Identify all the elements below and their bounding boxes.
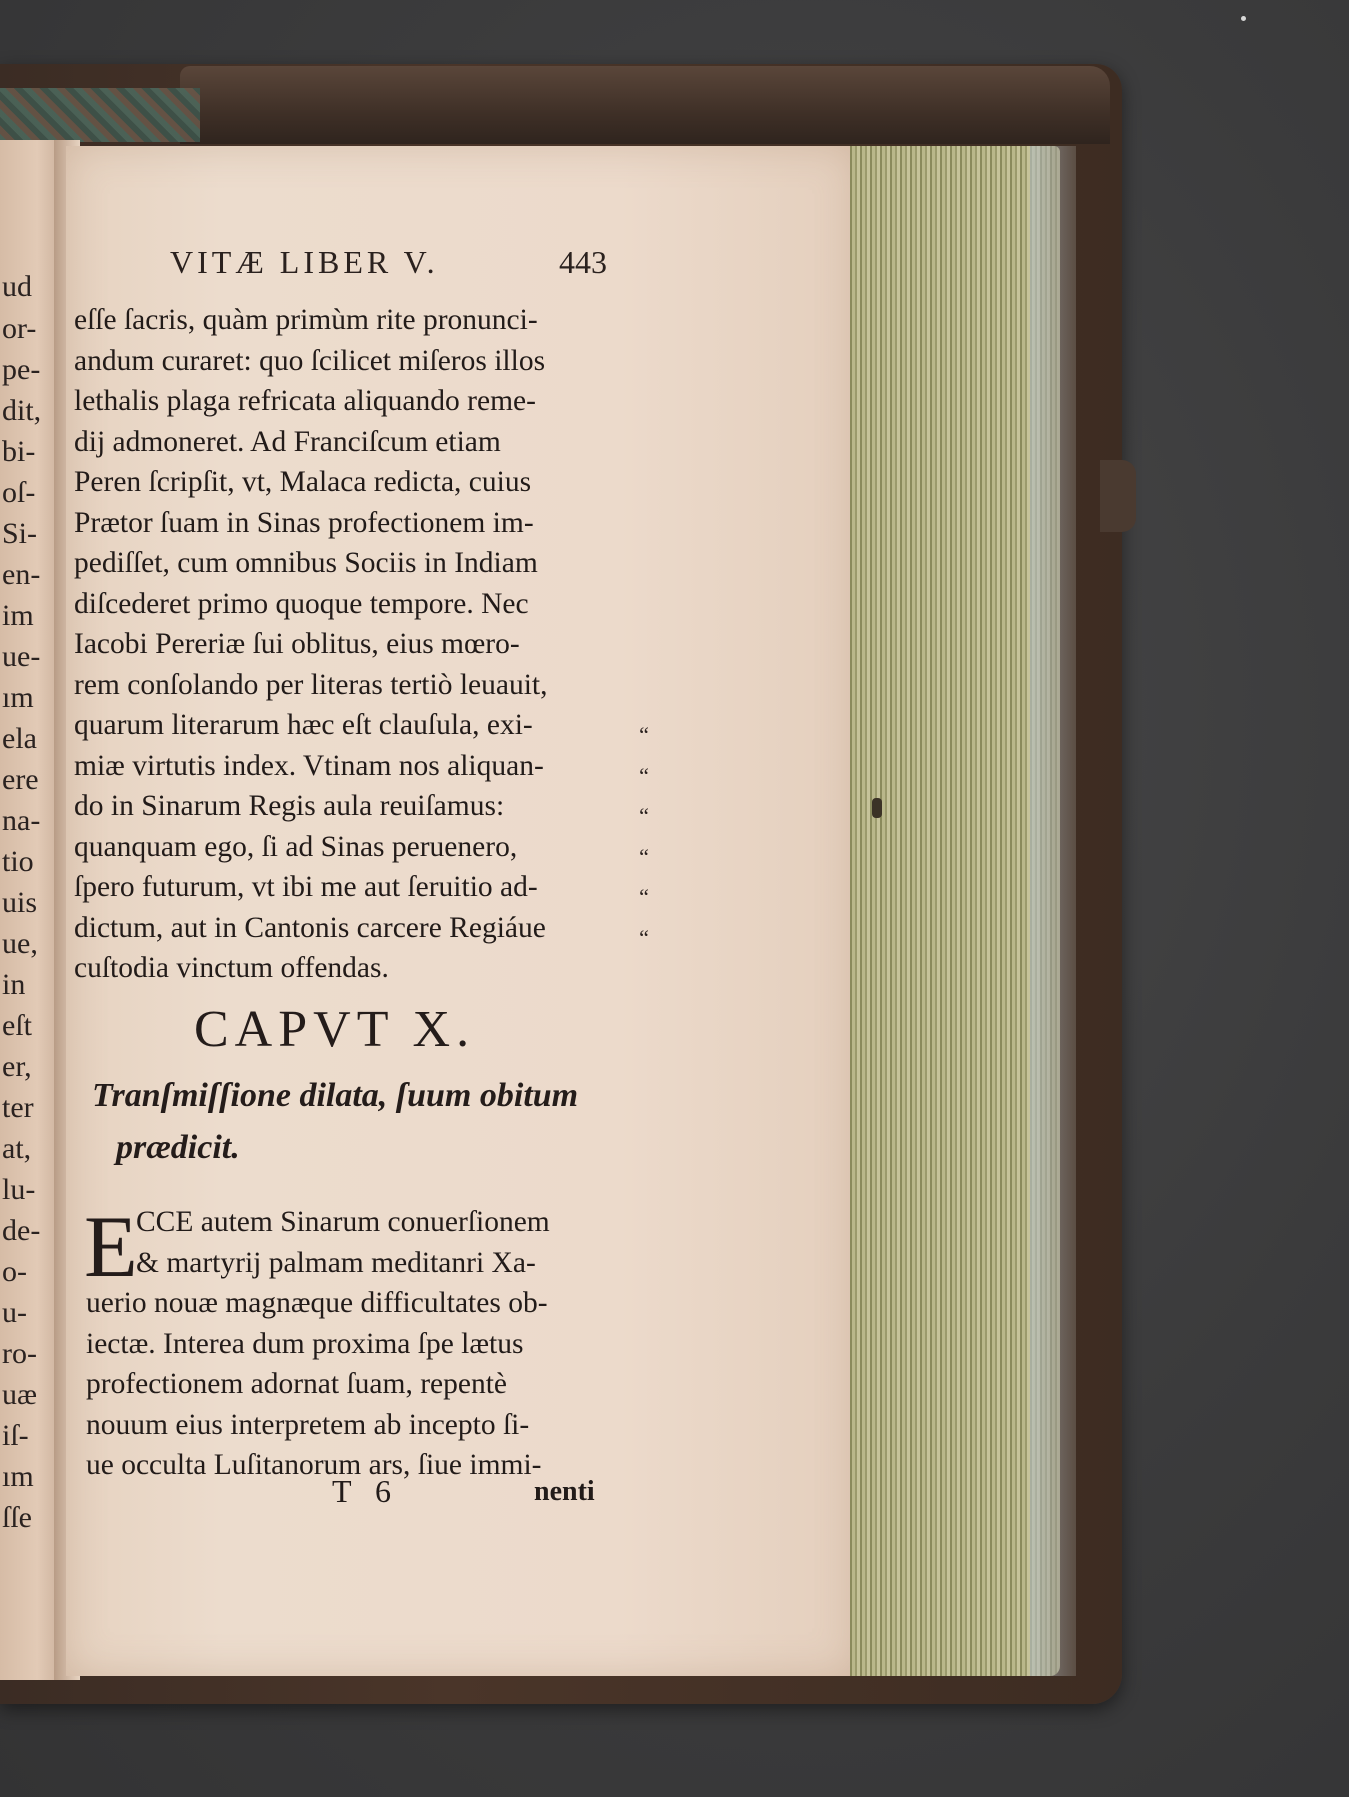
drop-initial: E <box>84 1199 138 1296</box>
paragraph-line: iectæ. Interea dum proxima ſpe lætus <box>86 1327 524 1360</box>
quote-mark: “ <box>639 884 649 909</box>
body-line: diſcederet primo quoque tempore. Nec <box>74 587 529 620</box>
page-number: 443 <box>559 244 607 280</box>
left-margin-fragment: ue- <box>2 640 41 673</box>
paragraph-line: CCE autem Sinarum conuerſionem <box>136 1206 550 1238</box>
left-margin-fragment: ue, <box>2 927 38 960</box>
cover-top-edge <box>180 66 1110 144</box>
left-margin-fragment: ud <box>2 270 32 303</box>
left-margin-fragment: uæ <box>2 1378 38 1411</box>
body-line: Peren ſcripſit, vt, Malaca redicta, cuius <box>74 466 532 498</box>
dust-speck <box>1241 16 1246 21</box>
left-margin-fragment: o- <box>2 1255 27 1288</box>
body-line: rem conſolando per literas tertiò leuauit, <box>74 668 548 701</box>
chapter-paragraph <box>84 1199 636 1486</box>
left-margin-fragment: bi- <box>2 435 36 468</box>
left-margin-fragment: lu- <box>2 1173 36 1206</box>
left-margin-fragment: im <box>2 599 34 632</box>
quote-mark: “ <box>639 762 649 788</box>
left-margin-fragment: in <box>2 968 26 1001</box>
left-margin-fragment: en- <box>2 558 41 591</box>
body-line: miæ virtutis index. Vtinam nos aliquan- <box>74 749 544 782</box>
paragraph-line: nouum eius interpretem ab incepto ſi- <box>86 1408 530 1441</box>
left-margin-fragment: de- <box>2 1214 41 1247</box>
signature-mark: T 6 <box>332 1473 399 1509</box>
paragraph-line: & martyrij palmam meditanri Xa- <box>136 1246 536 1279</box>
left-margin-fragment: at, <box>2 1132 32 1165</box>
left-margin-fragment: ela <box>2 722 37 755</box>
quote-mark: “ <box>639 803 649 828</box>
left-margin-fragment: dit, <box>2 394 42 427</box>
left-margin-fragment: ro- <box>2 1337 37 1370</box>
body-line: Prætor ſuam in Sinas profectionem im- <box>74 506 534 539</box>
left-margin-fragment: na- <box>2 804 41 837</box>
quote-mark: “ <box>639 924 649 950</box>
body-line: do in Sinarum Regis aula reuiſamus: <box>74 790 505 822</box>
quote-mark: “ <box>639 843 649 869</box>
body-line: eſſe ſacris, quàm primùm rite pronunci- <box>74 304 538 336</box>
body-line: dictum, aut in Cantonis carcere Regiáue <box>74 911 546 944</box>
body-line: dij admoneret. Ad Franciſcum etiam <box>74 425 501 458</box>
body-line: pediſſet, cum omnibus Sociis in Indiam <box>74 547 538 579</box>
left-page <box>0 140 62 1680</box>
catchword: nenti <box>534 1476 595 1507</box>
left-margin-fragment: pe- <box>2 353 41 386</box>
left-margin-fragment: uis <box>2 886 38 919</box>
argument-line: Tranſmiſſione dilata, ſuum obitum <box>92 1077 579 1114</box>
left-margin-fragment: Si- <box>2 517 38 550</box>
paragraph-line: ue occulta Luſitanorum ars, ſiue immi- <box>86 1449 542 1481</box>
chapter-title: CAPVT X. <box>194 1001 476 1058</box>
body-line: lethalis plaga refricata aliquando reme- <box>74 385 536 417</box>
body-text <box>74 300 634 989</box>
left-margin-fragment: oſ- <box>2 476 36 509</box>
page-block-edges <box>850 146 1060 1676</box>
left-margin-fragment: ſſe <box>2 1501 32 1534</box>
clasp-strap <box>1100 460 1136 532</box>
paragraph-line: uerio nouæ magnæque difficultates ob- <box>86 1287 548 1319</box>
chapter-argument <box>92 1070 632 1174</box>
body-line: quarum literarum hæc eſt clauſula, exi- <box>74 709 533 741</box>
page-block-shade <box>1030 146 1076 1676</box>
spine-fabric <box>0 88 200 142</box>
edge-mark <box>872 798 882 818</box>
left-margin-fragment: ım <box>2 1460 34 1493</box>
body-line: andum curaret: quo ſcilicet miſeros illos <box>74 344 546 377</box>
left-margin-fragment: ter <box>2 1091 34 1124</box>
left-margin-fragment: tio <box>2 845 34 878</box>
running-head: VITÆ LIBER V. <box>170 244 439 280</box>
left-margin-fragment: eſt <box>2 1009 32 1042</box>
argument-line: prædicit. <box>116 1129 240 1166</box>
left-margin-fragment: ere <box>2 763 39 796</box>
left-margin-fragment: or- <box>2 312 37 345</box>
left-margin-fragment: u- <box>2 1296 27 1329</box>
left-margin-fragment: iſ- <box>2 1419 29 1452</box>
body-line: Iacobi Pereriæ ſui oblitus, eius mœro- <box>74 628 520 660</box>
quote-mark: “ <box>639 722 649 747</box>
body-line: cuſtodia vinctum offendas. <box>74 952 389 984</box>
quotation-marks <box>620 715 668 958</box>
paragraph-line: profectionem adornat ſuam, repentè <box>86 1368 508 1400</box>
left-margin-fragment: er, <box>2 1050 32 1083</box>
body-line: quanquam ego, ſi ad Sinas peruenero, <box>74 830 518 863</box>
body-line: ſpero futurum, vt ibi me aut ſeruitio ad- <box>74 871 538 903</box>
left-margin-fragment: ım <box>2 681 34 714</box>
